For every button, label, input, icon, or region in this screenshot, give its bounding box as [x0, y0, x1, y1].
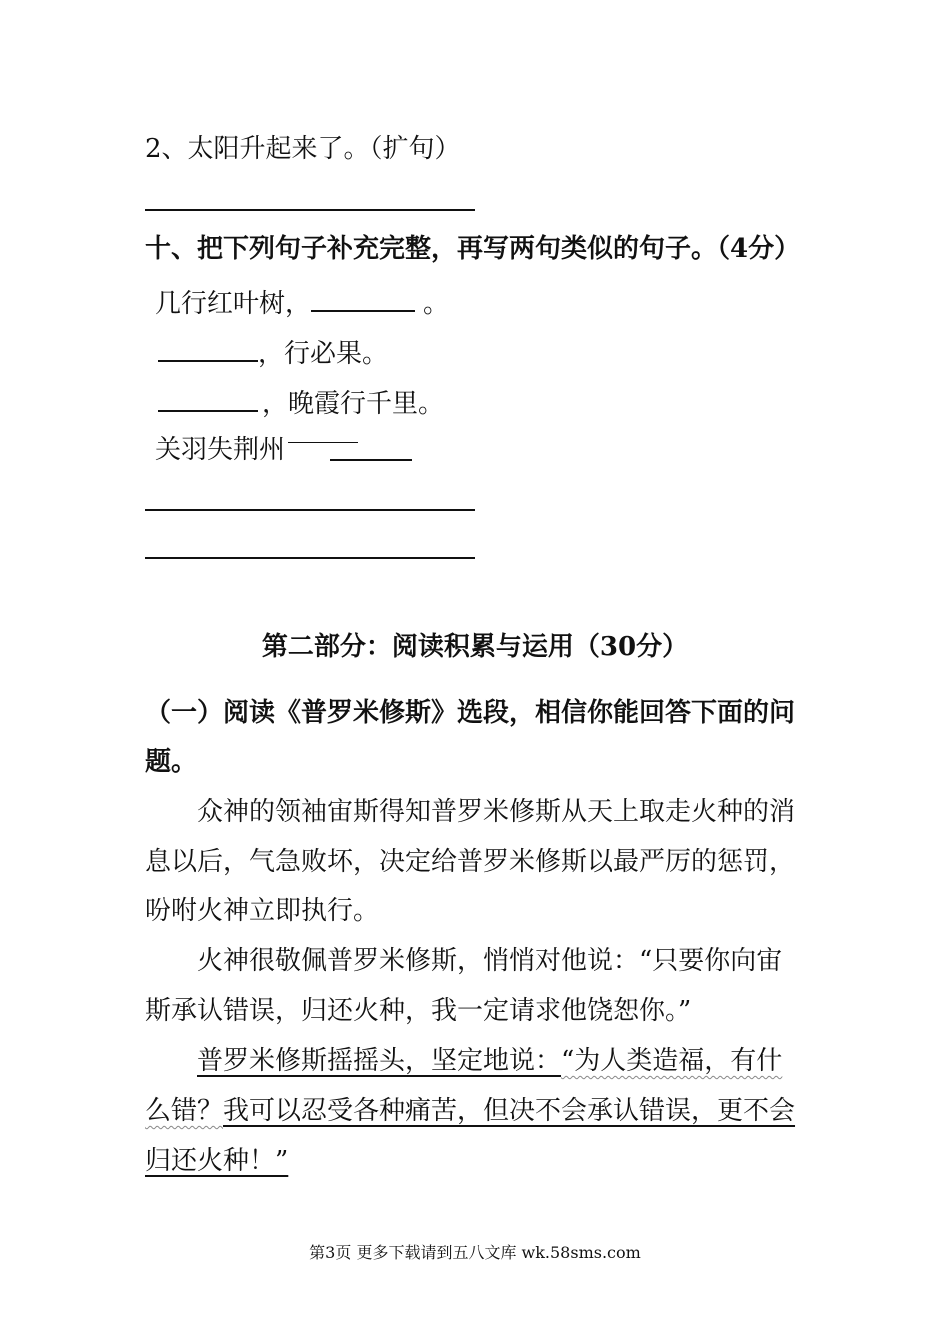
reading-heading-line-1: （一）阅读《普罗米修斯》选段，相信你能回答下面的问 [145, 698, 796, 728]
part-2-title: 第二部分：阅读积累与运用（30分） [261, 632, 689, 662]
sentence-1-suffix: 。 [423, 289, 450, 319]
passage-p3-line-1 [197, 1045, 782, 1077]
answer-line-1[interactable] [145, 509, 475, 511]
answer-line-2[interactable] [145, 557, 475, 559]
fill-blank-2[interactable] [158, 334, 258, 362]
underlined-sentence-e: 归还火种！” [145, 1146, 289, 1176]
passage-p2-line-1: 火神很敬佩普罗米修斯，悄悄对他说：“只要你向宙 [197, 946, 783, 976]
section-10-heading: 十、把下列句子补充完整，再写两句类似的句子。（4分） [145, 234, 801, 264]
sentence-2-suffix: ，行必果。 [258, 339, 389, 369]
passage-p1-line-2: 息以后，气急败坏，决定给普罗米修斯以最严厉的惩罚， [145, 847, 796, 877]
sentence-4-prefix: 关羽失荆州 [155, 435, 286, 465]
sentence-line-2 [158, 334, 388, 370]
sentence-line-3 [158, 384, 444, 420]
answer-line-q2 [145, 209, 475, 211]
fill-blank-3[interactable] [158, 384, 258, 412]
question-2-text: 2、太阳升起来了。（扩句） [145, 134, 461, 164]
sentence-3-suffix: ，晚霞行千里。 [262, 389, 445, 419]
fill-blank-4[interactable] [330, 459, 412, 461]
fill-blank-1[interactable] [311, 284, 415, 312]
passage-p1-line-3: 吩咐火神立即执行。 [145, 896, 380, 926]
dash-mark [288, 442, 358, 443]
sentence-1-prefix: 几行红叶树， [155, 289, 312, 319]
passage-p1-line-1: 众神的领袖宙斯得知普罗米修斯从天上取走火种的消 [197, 797, 796, 827]
wavy-underlined-sentence-b: “为人类造福，有什 [561, 1046, 783, 1076]
passage-p3-line-2 [145, 1095, 795, 1127]
underlined-sentence-a: 普罗米修斯摇摇头，坚定地说： [197, 1046, 562, 1076]
page-footer: 第3页 更多下载请到五八文库 wk.58sms.com [309, 1243, 641, 1262]
passage-p3-line-3 [145, 1145, 288, 1177]
wavy-underlined-sentence-c: 么错？ [145, 1096, 224, 1126]
reading-heading-line-2: 题。 [145, 747, 198, 777]
sentence-line-1 [155, 284, 449, 320]
passage-p2-line-2: 斯承认错误，归还火种，我一定请求他饶恕你。” [145, 996, 692, 1026]
underlined-sentence-d: 我可以忍受各种痛苦，但决不会承认错误，更不会 [223, 1096, 796, 1126]
sentence-line-4 [155, 434, 285, 466]
